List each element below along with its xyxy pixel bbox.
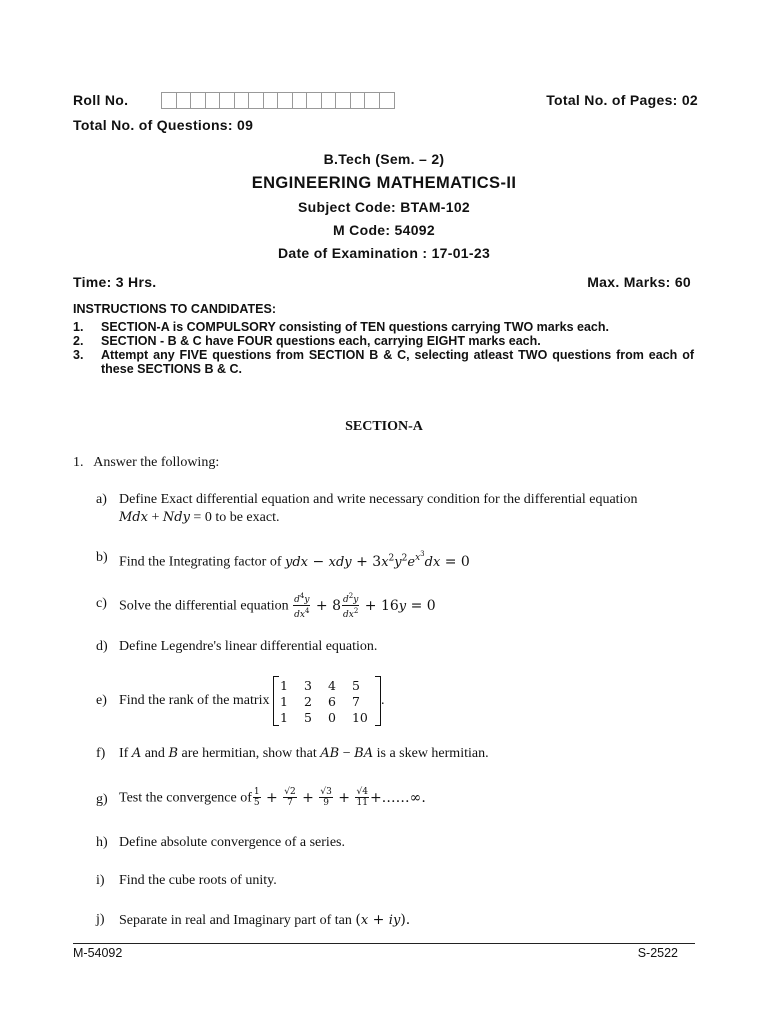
question-label: c) bbox=[96, 596, 107, 611]
matrix-cell: 5 bbox=[351, 677, 360, 693]
subject-code: Subject Code: BTAM-102 bbox=[297, 199, 471, 215]
matrix-cell: 2 bbox=[303, 693, 312, 709]
question-label: g) bbox=[96, 792, 108, 807]
question-label: f) bbox=[96, 746, 106, 761]
question-text: Find the cube roots of unity. bbox=[119, 873, 277, 888]
matrix-cell: 10 bbox=[351, 709, 368, 725]
matrix-cell: 1 bbox=[279, 693, 288, 709]
total-questions: Total No. of Questions: 09 bbox=[73, 117, 254, 133]
footer-right-code: S-2522 bbox=[637, 946, 678, 960]
exam-title: ENGINEERING MATHEMATICS-II bbox=[251, 174, 517, 192]
max-marks: Max. Marks: 60 bbox=[587, 274, 691, 290]
exam-date: Date of Examination : 17-01-23 bbox=[277, 245, 491, 261]
instructions-list bbox=[73, 320, 694, 376]
question-text: Define Legendre's linear differential equation. bbox=[119, 639, 378, 654]
question-label: a) bbox=[96, 492, 107, 507]
question-label: i) bbox=[96, 873, 105, 888]
question-text: Define Exact differential equation and write necessary condition for the differential equation bbox=[119, 492, 638, 507]
question-label: d) bbox=[96, 639, 108, 654]
time-allowed: Time: 3 Hrs. bbox=[73, 274, 157, 290]
roll-no-label: Roll No. bbox=[73, 92, 129, 108]
matrix-cell: 6 bbox=[327, 693, 336, 709]
footer-left-code: M-54092 bbox=[73, 946, 123, 960]
section-a-heading: SECTION-A bbox=[345, 419, 423, 434]
question-label: b) bbox=[96, 550, 108, 565]
matrix-cell: 4 bbox=[327, 677, 336, 693]
matrix-cell: 5 bbox=[303, 709, 312, 725]
question-label: h) bbox=[96, 835, 108, 850]
question-label: e) bbox=[96, 693, 107, 708]
course-line: B.Tech (Sem. – 2) bbox=[323, 151, 445, 167]
question-text: Define absolute convergence of a series. bbox=[119, 835, 345, 850]
matrix-cell: 1 bbox=[279, 709, 288, 725]
question-1a-line2: Mdx + Ndy = 0 to be exact. bbox=[119, 510, 280, 525]
matrix-cell: 3 bbox=[303, 677, 312, 693]
convergence-series: $\frac{1}{5}$ + $\frac{√2}{7}$ + $\frac{√3}{9}$ + $\frac{√4}{11}$ +……∞. bbox=[253, 787, 426, 808]
instructions-heading: INSTRUCTIONS TO CANDIDATES: bbox=[73, 302, 277, 316]
footer-rule bbox=[73, 943, 695, 944]
roll-no-boxes[interactable] bbox=[161, 92, 395, 109]
instruction-item: 1. SECTION-A is COMPULSORY consisting of TEN questions carrying TWO marks each. bbox=[73, 320, 609, 334]
total-pages: Total No. of Pages: 02 bbox=[546, 92, 698, 108]
instruction-item: 3. Attempt any FIVE questions from SECTION B & C, selecting atleast TWO questions from each of these SECTIONS B & C. bbox=[73, 348, 694, 376]
matrix-cell: 7 bbox=[351, 693, 360, 709]
question-1: 1. Answer the following: bbox=[73, 455, 220, 470]
question-1e: e) Find the rank of the matrix 1 3 4 5 1 2 6 7 1 5 0 10 . bbox=[96, 677, 385, 725]
matrix-cell: 1 bbox=[279, 677, 288, 693]
integrating-factor-equation: ydx − xdy + $3x^2y^2e^{x^3}dx = 0$ bbox=[285, 550, 470, 570]
question-label: j) bbox=[96, 912, 105, 927]
differential-equation: $\frac{d^4y}{dx^4}$ + 8 $\frac{d^2y}{dx^2}$ + 16y = 0 bbox=[294, 592, 436, 620]
m-code: M Code: 54092 bbox=[333, 222, 435, 238]
rank-matrix bbox=[273, 676, 381, 726]
matrix-cell: 0 bbox=[327, 709, 336, 725]
instruction-item: 2. SECTION - B & C have FOUR questions each, carrying EIGHT marks each. bbox=[73, 334, 541, 348]
